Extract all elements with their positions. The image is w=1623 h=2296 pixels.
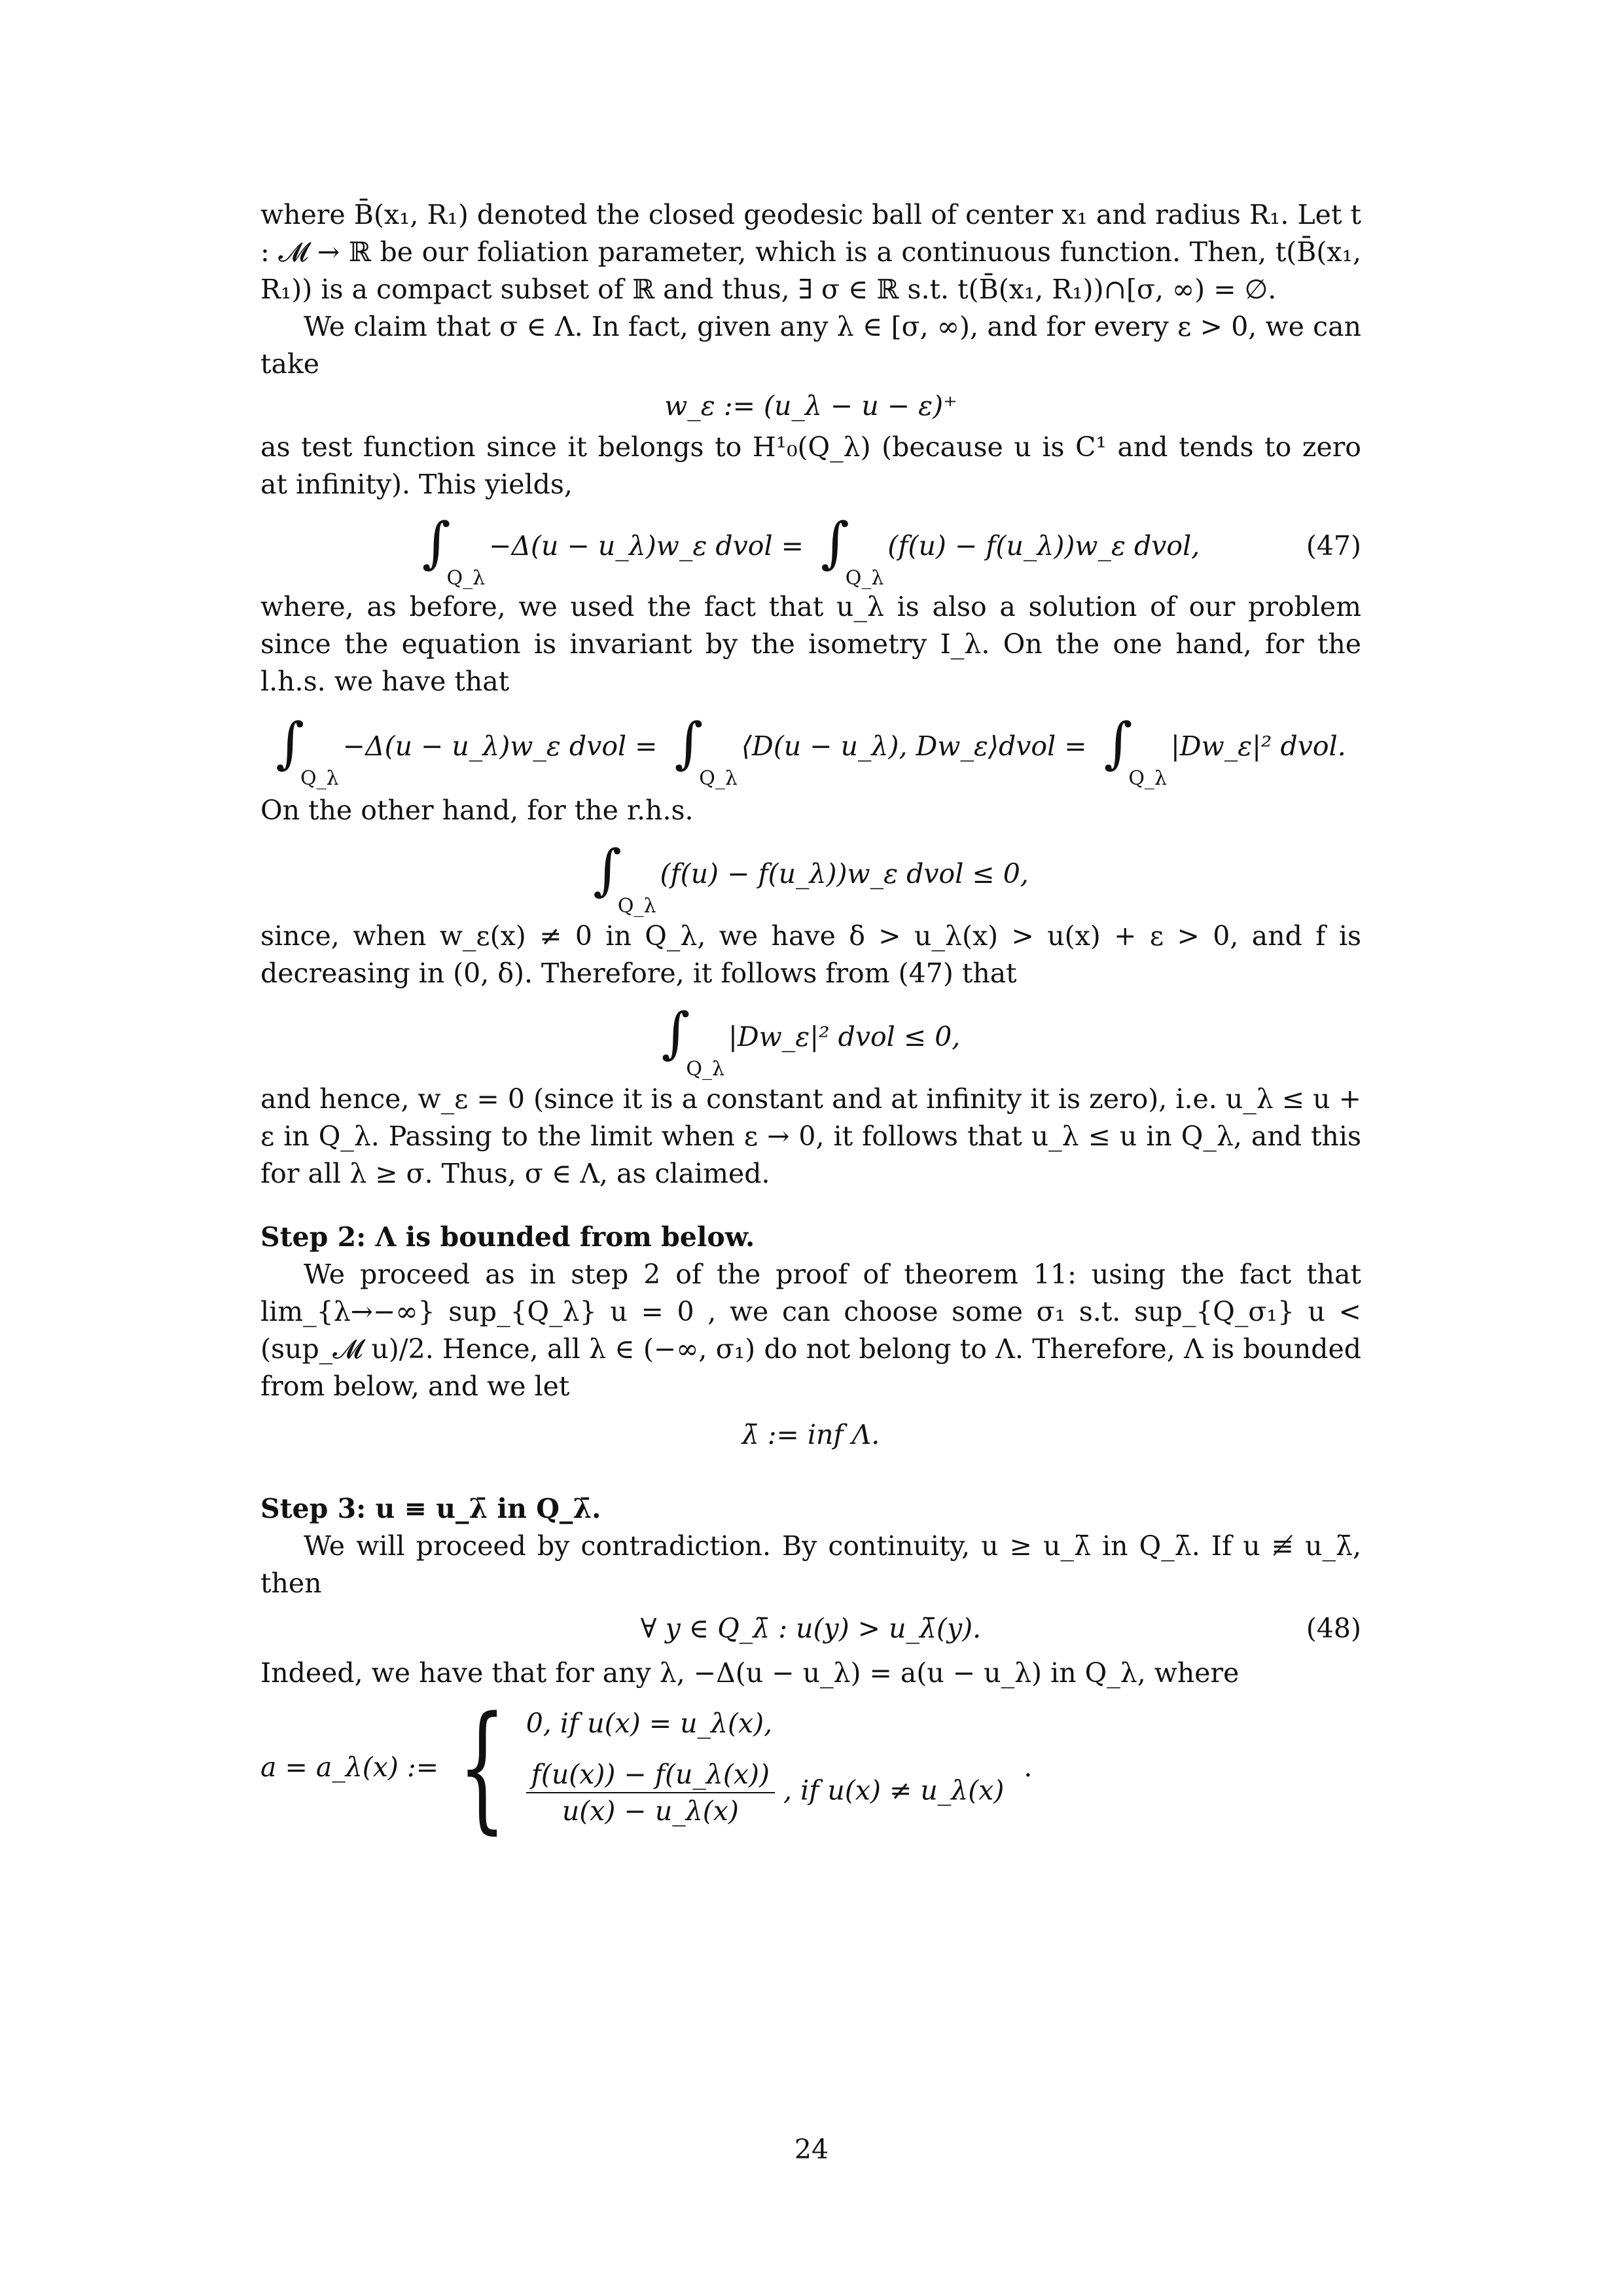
equation-47 [260,503,1361,588]
equation-number: (47) [1306,530,1361,562]
paragraph: where, as before, we used the fact that u_λ is also a solution of our problem since the equation is invariant by the isometry I_λ. On the one hand, for the l.h.s. we have that [260,591,1361,697]
integral-sign: $\int_{Q\_\lambda}$ [1103,710,1167,791]
section-heading: Step 3: u ≡ u_λ̄ in Q_λ̄. [260,1493,601,1524]
section-heading: Step 2: Λ is bounded from below. [260,1221,755,1253]
equation-text: . [1024,1751,1033,1783]
paragraph: and hence, w_ε = 0 (since it is a constant and at infinity it is zero), i.e. u_λ ≤ u + ε in Q_λ. Passing to the limit when ε → 0, it follows that u_λ ≤ u in Q_λ, and this for all λ ≥ σ. Thus, σ ∈ Λ, as claimed. [260,1083,1361,1189]
paragraph: since, when w_ε(x) ≠ 0 in Q_λ, we have δ > u_λ(x) > u(x) + ε > 0, and f is decreasing in (0, δ). Therefore, it follows from (47) that [260,920,1361,989]
case-item: $\frac{f(u(x)) - f(u\_\lambda(x))}{u(x) - u\_\lambda(x)}$ , if u(x) ≠ u_λ(x) [526,1759,1005,1827]
equation-text: λ̄ := inf Λ. [741,1419,880,1450]
integral-sign: $\int_{Q\_\lambda}$ [820,510,884,590]
equation-text: −Δ(u − u_λ)w_ε dvol = [342,730,658,762]
equation-text: a = a_λ(x) := [260,1751,439,1783]
equation-text: −Δ(u − u_λ)w_ε dvol = [489,530,804,562]
equation-text: (f(u) − f(u_λ))w_ε dvol ≤ 0, [660,857,1029,889]
paragraph: We proceed as in step 2 of the proof of theorem 11: using the fact that lim_{λ→−∞} sup_{Q_λ} u = 0 , we can choose some σ₁ s.t. sup_{Q_σ₁} u < (sup_𝓜 u)/2. Hence, all λ ∈ (−∞, σ₁) do not belong to Λ. Therefore, Λ is bounded from below, and we let [260,1259,1361,1402]
equation-number: (48) [1306,1613,1361,1644]
page-body [260,196,1361,1847]
equation-48 [260,1602,1361,1655]
integral-sign: $\int_{Q\_\lambda}$ [421,510,486,590]
paragraph: where B̄(x₁, R₁) denoted the closed geodesic ball of center x₁ and radius R₁. Let t : 𝓜 → ℝ be our foliation parameter, which is a continuous function. Then, t(B̄(x₁, R₁)) is a compact subset of ℝ and thus, ∃ σ ∈ ℝ s.t. t(B̄(x₁, R₁))∩[σ, ∞) = ∅. [260,199,1361,305]
fraction: $\frac{f(u(x)) - f(u\_\lambda(x))}{u(x) - u\_\lambda(x)}$ [526,1759,775,1827]
equation-rhs [260,829,1361,918]
equation-text: (f(u) − f(u_λ))w_ε dvol, [887,530,1200,562]
equation-text: ∀ y ∈ Q_λ̄ : u(y) > u_λ̄(y). [640,1613,982,1644]
paragraph: On the other hand, for the r.h.s. [260,795,694,826]
integral-sign: $\int_{Q\_\lambda}$ [593,838,656,918]
equation-test-function [260,383,1361,429]
page-number: 24 [794,2134,829,2165]
equation-text: ⟨D(u − u_λ), Dw_ε⟩dvol = [741,730,1087,762]
equation-text: |Dw_ε|² dvol ≤ 0, [728,1020,961,1052]
case-item: 0, if u(x) = u_λ(x), [526,1708,773,1739]
integral-sign: $\int_{Q\_\lambda}$ [674,710,738,791]
equation-gradient [260,992,1361,1081]
equation-text: |Dw_ε|² dvol. [1170,730,1346,762]
paragraph: We will proceed by contradiction. By continuity, u ≥ u_λ̄ in Q_λ̄. If u ≢ u_λ̄, then [260,1530,1361,1599]
equation-text: w_ε := (u_λ − u − ε)⁺ [664,390,957,422]
paragraph: as test function since it belongs to H¹₀(Q_λ) (because u is C¹ and tends to zero at infinity). This yields, [260,431,1361,500]
brace-symbol: { [458,1687,507,1847]
equation-lhs [260,700,1361,792]
integral-sign: $\int_{Q\_\lambda}$ [276,710,339,791]
cases-list [526,1708,1005,1827]
equation-cases [260,1687,1361,1847]
paragraph: We claim that σ ∈ Λ. In fact, given any λ ∈ [σ, ∞), and for every ε > 0, we can take [260,311,1361,380]
equation-infimum [260,1405,1361,1464]
paragraph: Indeed, we have that for any λ, −Δ(u − u_λ) = a(u − u_λ) in Q_λ, where [260,1657,1240,1689]
integral-sign: $\int_{Q\_\lambda}$ [661,1001,725,1081]
